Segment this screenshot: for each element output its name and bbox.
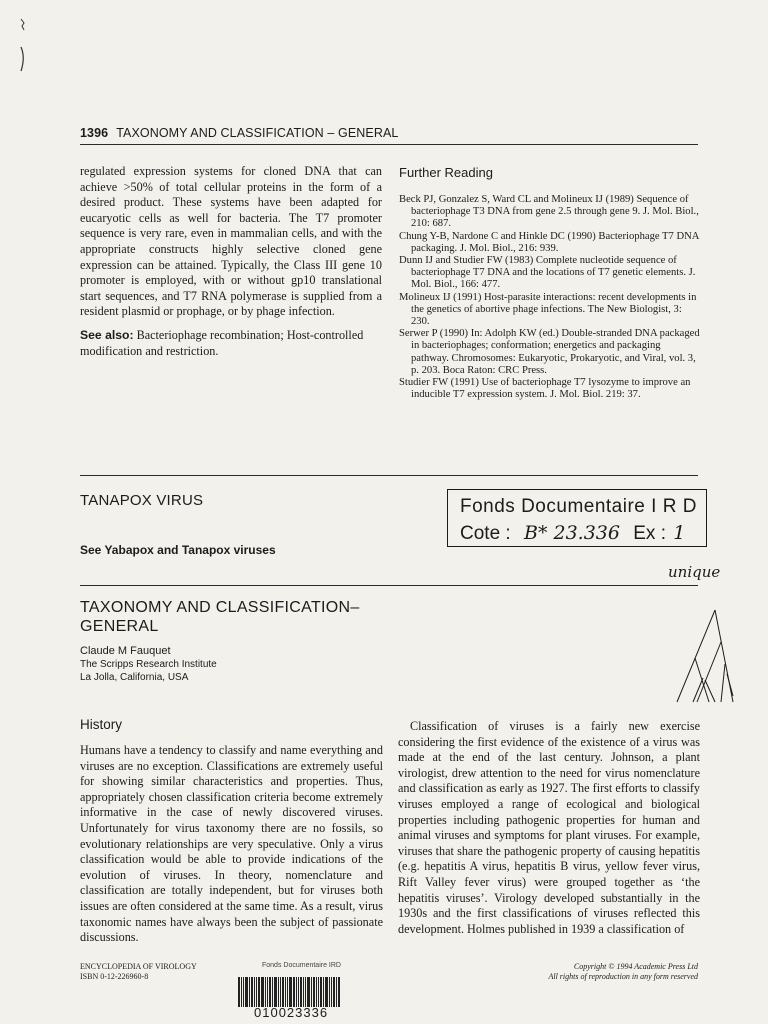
history-right-paragraph: Classification of viruses is a fairly new exercise considering the first evidence of the existence of a virus was made at the end of the last century. Johnson, a plant virologist, drew attention to the need for virus nomenclature and classification as early as 1927. The first efforts to classify viruses employed a range of ecological and biological properties including pathogenic properties for human and animal viruses and symptoms for plant viruses. For example, viruses that share the pathogenic property of causing hepatitis (e.g. hepatitis A virus, hepatitis B virus, yellow fever virus, Rift Valley fever virus) were grouped together as ‘the hepatitis viruses’. Virology developed substantially in the 1930s and the first classifications of viruses reflected this development. Holmes published in 1939 a classification of <box>398 719 700 936</box>
stamp-line1: Fonds Documentaire I R D <box>460 496 697 517</box>
barcode-bar <box>238 977 240 1007</box>
article-title <box>80 598 360 636</box>
footer-right <box>470 962 698 982</box>
body-paragraph: regulated expression systems for cloned DNA that can achieve >50% of total cellular proteins in the form of a desired product. These systems have been adapted for eucaryotic cells as well for bacteria. The T7 promoter sequence is very rare, even in mammalian cells, and with the appropriate constructs highly selective cloned gene expression can be attained. Typically, the Class III gene 10 promoter is employed, with or without gp10 translational start sequences, and T7 RNA polymerase is supplied from a resident plasmid or prophage, or by phage infection. <box>80 164 382 319</box>
barcode-label: Fonds Documentaire IRD <box>262 962 341 969</box>
author-block <box>80 645 217 684</box>
barcode-bar <box>300 977 302 1007</box>
history-left-paragraph: Humans have a tendency to classify and name everything and viruses are no exception. Classifications are extremely useful for showing similar characteristics and properties. Thus, appropriately chosen classification criteria become extremely informative in the case of newly discovered viruses. Unfortunately for virus taxonomy there are no fossils, so evolutionary relationships are very speculative. Only a virus classification would be able to provide indications of the evolution of viruses. In theory, nomenclature and classification are totally independent, but for viruses both issues are often considered at the same time. As a result, virus taxonomic names have always been the subject of passionate discussions. <box>80 743 383 945</box>
barcode-bar <box>278 977 279 1007</box>
stamp-ex-label: Ex : <box>633 523 666 544</box>
stamp-cote-value: B* 23.336 <box>523 522 620 544</box>
barcode-bar <box>280 977 281 1007</box>
reference-item: Serwer P (1990) In: Adolph KW (ed.) Double-stranded DNA packaged in bacteriophages; conformation; energetics and packaging pathway. Chromosomes: Eukaryotic, Prokaryotic, and Viral, vol. 3, p. 203. Boca Raton: CRC Press. <box>399 328 700 376</box>
top-left-column <box>80 164 382 359</box>
handwritten-note: unique <box>668 563 721 581</box>
barcode-bar <box>241 977 242 1007</box>
see-also <box>80 328 382 359</box>
barcode-bar <box>320 977 322 1007</box>
running-title: TAXONOMY AND CLASSIFICATION – GENERAL <box>116 126 399 140</box>
barcode-bar <box>307 977 310 1007</box>
barcode-bar <box>287 977 288 1007</box>
archive-stamp <box>447 489 707 547</box>
barcode-bar <box>274 977 277 1007</box>
barcode-bar <box>267 977 268 1007</box>
reference-item: Molineux IJ (1991) Host-parasite interactions: recent developments in the genetics of abortive phage infections. The New Biologist, 3: 230. <box>399 291 697 328</box>
barcode-bar <box>305 977 306 1007</box>
barcode-bar <box>323 977 324 1007</box>
affiliation: The Scripps Research Institute <box>80 659 217 670</box>
barcode-bar <box>285 977 286 1007</box>
stamp-line2 <box>460 522 685 545</box>
barcode-bar <box>303 977 304 1007</box>
further-reading-heading: Further Reading <box>399 165 493 180</box>
barcode-bar <box>261 977 264 1007</box>
margin-mark <box>19 46 25 72</box>
header-rule <box>80 144 698 145</box>
barcode-bar <box>336 977 337 1007</box>
section-rule <box>80 585 698 586</box>
barcode-bar <box>318 977 319 1007</box>
history-heading: History <box>80 717 123 732</box>
tanapox-title: TANAPOX VIRUS <box>80 492 204 509</box>
see-also-text: Bacteriophage recombination; Host-controlled modification and restriction. <box>80 327 364 358</box>
barcode-bar <box>331 977 332 1007</box>
margin-mark <box>20 18 26 32</box>
barcode-bar <box>282 977 284 1007</box>
tanapox-see: See Yabapox and Tanapox viruses <box>80 543 276 557</box>
tree-logo <box>675 608 735 703</box>
barcode-bar <box>289 977 292 1007</box>
barcode-bar <box>333 977 335 1007</box>
barcode-bar <box>311 977 312 1007</box>
footer-copyright: Copyright © 1994 Academic Press Ltd <box>573 962 698 971</box>
reference-item: Chung Y-B, Nardone C and Hinkle DC (1990) Bacteriophage T7 DNA packaging. J. Mol. Biol., 216: 939. <box>399 230 699 254</box>
barcode <box>238 977 362 1007</box>
footer-isbn: ISBN 0-12-226960-8 <box>80 972 149 981</box>
barcode-bar <box>296 977 297 1007</box>
reference-item: Dunn IJ and Studier FW (1983) Complete nucleotide sequence of bacteriophage T7 DNA and the locations of T7 genetic elements. J. Mol. Biol., 166: 477. <box>399 255 696 291</box>
barcode-bar <box>272 977 273 1007</box>
barcode-bar <box>249 977 250 1007</box>
barcode-bar <box>245 977 248 1007</box>
barcode-bar <box>313 977 315 1007</box>
barcode-bar <box>325 977 328 1007</box>
barcode-bar <box>293 977 295 1007</box>
footer-rights: All rights of reproduction in any form reserved <box>548 972 698 981</box>
footer-encyclopedia: ENCYCLOPEDIA OF VIROLOGY <box>80 962 197 971</box>
reference-list <box>399 194 700 401</box>
section-rule <box>80 475 698 476</box>
barcode-bar <box>251 977 253 1007</box>
author-name: Claude M Fauquet <box>80 645 171 657</box>
reference-item: Studier FW (1991) Use of bacteriophage T7 lysozyme to improve an inducible T7 expression system. J. Mol. Biol. 219: 37. <box>399 377 691 401</box>
barcode-bar <box>254 977 255 1007</box>
article-title-line2: GENERAL <box>80 618 159 635</box>
barcode-bar <box>316 977 317 1007</box>
footer-left <box>80 962 197 982</box>
barcode-bar <box>256 977 257 1007</box>
running-header <box>80 126 398 140</box>
barcode-bar <box>338 977 340 1007</box>
stamp-ex-value: 1 <box>673 522 686 544</box>
further-reading <box>399 165 700 401</box>
barcode-bar <box>258 977 260 1007</box>
barcode-number: 010023336 <box>254 1005 329 1020</box>
barcode-bar <box>269 977 271 1007</box>
article-title-line1: TAXONOMY AND CLASSIFICATION– <box>80 599 360 616</box>
barcode-bar <box>265 977 266 1007</box>
barcode-bar <box>329 977 330 1007</box>
barcode-bar <box>243 977 244 1007</box>
page-number: 1396 <box>80 126 109 140</box>
reference-item: Beck PJ, Gonzalez S, Ward CL and Molineux IJ (1989) Sequence of bacteriophage T3 DNA from gene 2.5 through gene 9. J. Mol. Biol., 210: 687. <box>399 194 699 230</box>
stamp-cote-label: Cote : <box>460 523 511 544</box>
affiliation: La Jolla, California, USA <box>80 672 189 683</box>
barcode-bar <box>298 977 299 1007</box>
see-also-label: See also: <box>80 327 134 342</box>
